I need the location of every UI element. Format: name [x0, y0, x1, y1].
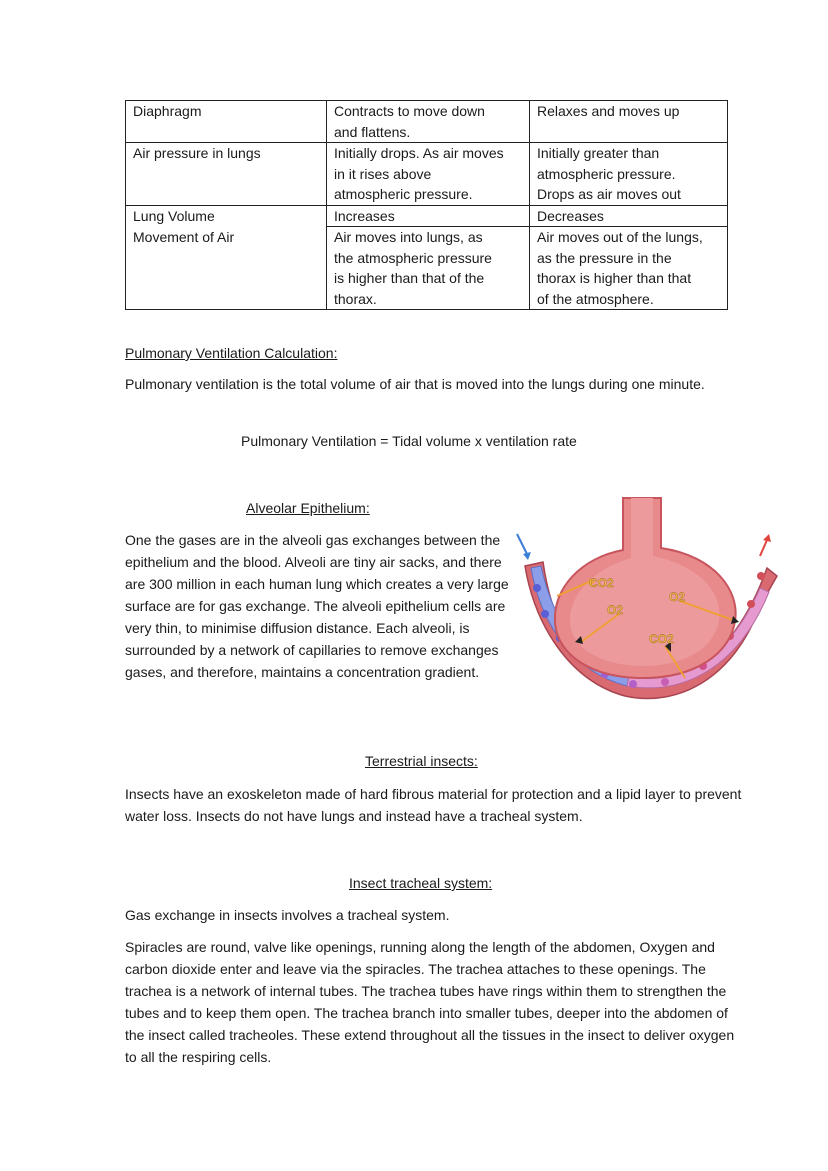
- alveolus-diagram: [515, 496, 780, 711]
- co2-label-bottom: CO2: [649, 632, 674, 646]
- tracheal-paragraph-1: Gas exchange in insects involves a tracheal system.: [125, 907, 450, 923]
- table-cell-exhale: Initially greater than atmospheric pressure. Drops as air moves out: [530, 143, 728, 206]
- terrestrial-heading: Terrestrial insects:: [365, 753, 478, 769]
- table-cell-exhale: Decreases: [530, 205, 728, 227]
- table-row: [126, 227, 728, 310]
- alveolar-paragraph: One the gases are in the alveoli gas exchanges between the epithelium and the blood. Alveoli are tiny air sacks, and there are 300 million in each human lung which creates a very large surface are for gas exchange. The alveoli epithelium cells are very thin, to minimise diffusion distance. Each alveoli, is surrounded by a network of capillaries to remove exchanges gases, and therefore, maintains a concentration gradient.: [125, 532, 509, 680]
- breathing-comparison-table: [125, 100, 728, 310]
- tracheal-paragraph-2: Spiracles are round, valve like openings, running along the length of the abdomen, Oxygen and carbon dioxide enter and leave via the spiracles. The trachea attaches to these openings. The trachea is a network of internal tubes. The trachea tubes have rings within them to strengthen the tubes and to keep them open. The trachea branch into smaller tubes, deeper into the abdomen of the insect called tracheoles. These extend throughout all the tissues in the insect to deliver oxygen to all the respiring cells.: [125, 939, 735, 1065]
- pulmonary-formula: Pulmonary Ventilation = Tidal volume x ventilation rate: [241, 433, 577, 449]
- table-cell-inhale: Contracts to move down and flattens.: [327, 101, 530, 143]
- o2-label-left: O2: [607, 603, 624, 617]
- table-row: [126, 143, 728, 206]
- table-cell-inhale: Air moves into lungs, as the atmospheric pressure is higher than that of the thorax.: [327, 227, 530, 310]
- table-cell-label: Diaphragm: [126, 101, 327, 143]
- co2-label-top: CO2: [589, 576, 614, 590]
- blood-out-arrowhead-icon: [763, 534, 771, 542]
- blood-in-arrowhead-icon: [523, 552, 531, 560]
- table-cell-label: Movement of Air: [126, 227, 327, 310]
- table-cell-label: Lung Volume: [126, 205, 327, 227]
- pulmonary-heading: Pulmonary Ventilation Calculation:: [125, 345, 338, 361]
- blood-out-arrow: [760, 540, 767, 556]
- table-cell-inhale: Increases: [327, 205, 530, 227]
- pulmonary-paragraph: Pulmonary ventilation is the total volume of air that is moved into the lungs during one minute.: [125, 376, 705, 392]
- o2-label-right: O2: [669, 590, 686, 604]
- table-cell-exhale: Relaxes and moves up: [530, 101, 728, 143]
- tracheal-heading: Insect tracheal system:: [349, 875, 493, 891]
- table-cell-label: Air pressure in lungs: [126, 143, 327, 206]
- terrestrial-paragraph: Insects have an exoskeleton made of hard fibrous material for protection and a lipid layer to prevent water loss. Insects do not have lungs and instead have a tracheal system.: [125, 786, 742, 824]
- table-row: [126, 101, 728, 143]
- alveolar-heading: Alveolar Epithelium:: [246, 500, 370, 516]
- blood-in-arrow: [517, 534, 527, 554]
- table-row: [126, 205, 728, 227]
- table-cell-inhale: Initially drops. As air moves in it rises above atmospheric pressure.: [327, 143, 530, 206]
- table-cell-exhale: Air moves out of the lungs, as the pressure in the thorax is higher than that of the atmosphere.: [530, 227, 728, 310]
